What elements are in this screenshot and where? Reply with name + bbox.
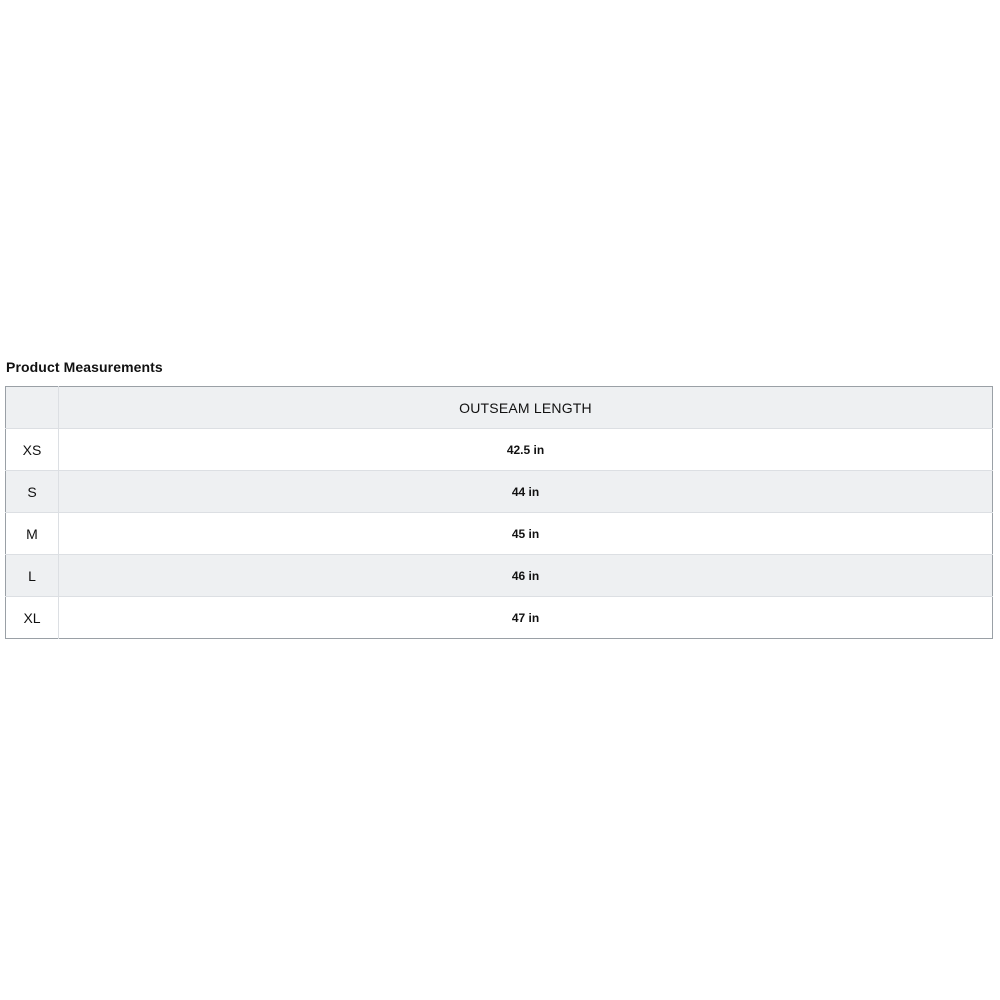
table-row — [6, 471, 993, 513]
outseam-value-cell: 47 in — [59, 597, 993, 639]
table-row — [6, 429, 993, 471]
section-title: Product Measurements — [6, 359, 163, 375]
table-header-row — [6, 387, 993, 429]
measurements-table — [5, 386, 993, 639]
outseam-length-header: OUTSEAM LENGTH — [59, 387, 993, 429]
table-row — [6, 597, 993, 639]
size-cell: XS — [6, 429, 59, 471]
table-row — [6, 555, 993, 597]
outseam-value-cell: 44 in — [59, 471, 993, 513]
size-cell: L — [6, 555, 59, 597]
outseam-value-cell: 45 in — [59, 513, 993, 555]
size-cell: S — [6, 471, 59, 513]
outseam-value-cell: 42.5 in — [59, 429, 993, 471]
outseam-value-cell: 46 in — [59, 555, 993, 597]
product-measurements-section — [5, 356, 993, 639]
size-cell: M — [6, 513, 59, 555]
corner-cell — [6, 387, 59, 429]
table-row — [6, 513, 993, 555]
size-cell: XL — [6, 597, 59, 639]
